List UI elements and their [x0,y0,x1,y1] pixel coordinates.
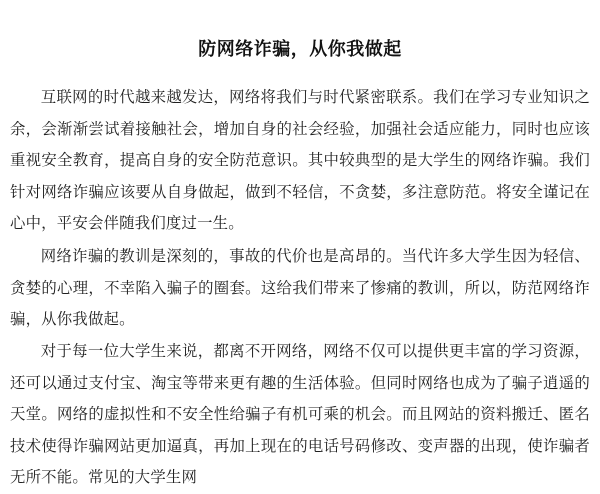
paragraph-1: 互联网的时代越来越发达，网络将我们与时代紧密联系。我们在学习专业知识之余，会渐渐尝试着接触社会，增加自身的社会经验，加强社会适应能力，同时也应该重视安全教育，提高自身的安全防范意识。其中较典型的是大学生的网络诈骗。我们针对网络诈骗应该要从自身做起，做到不轻信，不贪婪，多注意防范。将安全谨记在心中，平安会伴随我们度过一生。 [10,88,590,232]
document-title: 防网络诈骗，从你我做起 [198,39,402,60]
paragraph-3: 对于每一位大学生来说，都离不开网络，网络不仅可以提供更丰富的学习资源，还可以通过支付宝、淘宝等带来更有趣的生活体验。但同时网络也成为了骗子逍遥的天堂。网络的虚拟性和不安全性给骗子有机可乘的机会。而且网站的资料搬迁、匿名技术使得诈骗网站更加逼真，再加上现在的电话号码修改、变声器的出现，使诈骗者无所不能。常见的大学生网 [10,342,590,486]
paragraph-2: 网络诈骗的教训是深刻的，事故的代价也是高昂的。当代许多大学生因为轻信、贪婪的心理，不幸陷入骗子的圈套。这给我们带来了惨痛的教训，所以，防范网络诈骗，从你我做起。 [10,247,590,328]
